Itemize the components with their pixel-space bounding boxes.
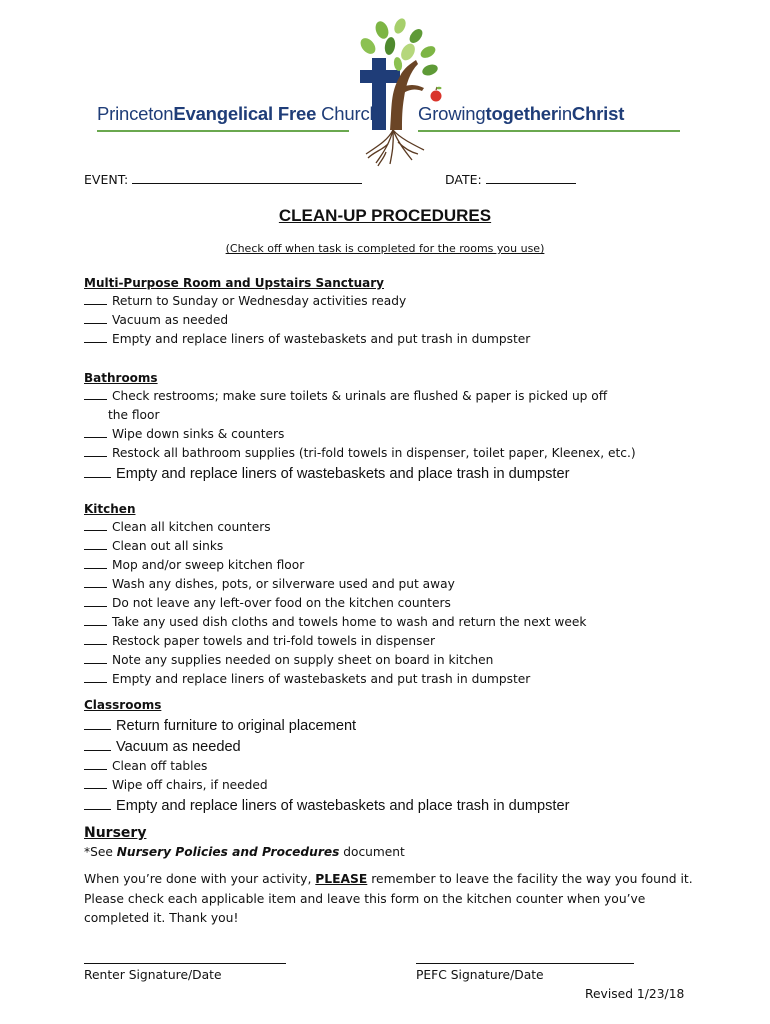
check-blank[interactable] xyxy=(84,575,107,588)
church-name-part: Church xyxy=(321,103,380,124)
check-blank[interactable] xyxy=(84,613,107,626)
section-heading-multipurpose: Multi-Purpose Room and Upstairs Sanctuary xyxy=(84,276,384,290)
section-heading-nursery: Nursery xyxy=(84,825,147,841)
section-heading-bathrooms: Bathrooms xyxy=(84,371,158,385)
check-blank[interactable] xyxy=(84,537,107,550)
check-blank[interactable] xyxy=(84,387,107,400)
checklist-bathrooms xyxy=(84,387,636,484)
check-blank[interactable] xyxy=(84,292,107,305)
tagline-part: Growing xyxy=(418,103,486,124)
checklist-item[interactable] xyxy=(84,518,586,537)
nursery-note xyxy=(84,845,405,859)
check-blank[interactable] xyxy=(84,670,107,683)
checklist-item-label: the floor xyxy=(108,408,160,422)
checklist-item-label: Empty and replace liners of wastebaskets and place trash in dumpster xyxy=(116,798,570,814)
revision-date: Revised 1/23/18 xyxy=(585,987,685,1001)
checklist-item-label: Vacuum as needed xyxy=(116,739,241,755)
checklist-item-label: Return furniture to original placement xyxy=(116,718,357,734)
checklist-item-label: Wash any dishes, pots, or silverware used and put away xyxy=(112,577,455,591)
tagline xyxy=(418,103,624,125)
checklist-item[interactable] xyxy=(84,330,530,349)
church-name xyxy=(97,103,380,125)
check-blank[interactable] xyxy=(84,330,107,343)
check-blank[interactable] xyxy=(84,594,107,607)
tagline-part: in xyxy=(557,103,572,124)
section-heading-classrooms: Classrooms xyxy=(84,698,162,712)
section-heading-kitchen: Kitchen xyxy=(84,502,136,516)
check-blank[interactable] xyxy=(84,556,107,569)
closing-paragraph xyxy=(84,870,704,929)
checklist-item-label: Empty and replace liners of wastebaskets and place trash in dumpster xyxy=(116,466,570,482)
tagline-bold: Christ xyxy=(571,103,625,124)
checklist-item[interactable] xyxy=(84,556,586,575)
date-input-line[interactable] xyxy=(486,171,576,184)
check-blank[interactable] xyxy=(84,736,111,751)
pefc-signature-label: PEFC Signature/Date xyxy=(416,968,544,982)
checklist-item[interactable] xyxy=(84,715,569,736)
checklist-item-label: Wipe down sinks & counters xyxy=(112,427,285,441)
checklist-item[interactable] xyxy=(84,757,569,776)
check-blank[interactable] xyxy=(84,651,107,664)
checklist-item[interactable] xyxy=(84,387,636,406)
check-blank[interactable] xyxy=(84,518,107,531)
checklist-item-label: Note any supplies needed on supply sheet on board in kitchen xyxy=(112,653,494,667)
closing-emphasis: PLEASE xyxy=(315,872,368,886)
checklist-item-label: Mop and/or sweep kitchen floor xyxy=(112,558,305,572)
checklist-item-label: Wipe off chairs, if needed xyxy=(112,778,268,792)
date-label: DATE: xyxy=(445,172,482,187)
checklist-item[interactable] xyxy=(84,736,569,757)
checklist-kitchen xyxy=(84,518,586,689)
checklist-item-label: Clean out all sinks xyxy=(112,539,224,553)
check-blank[interactable] xyxy=(84,757,107,770)
checklist-item-label: Clean off tables xyxy=(112,759,208,773)
checklist-item[interactable] xyxy=(84,425,636,444)
check-blank[interactable] xyxy=(84,632,107,645)
checklist-item-continuation xyxy=(84,406,636,425)
checklist-item-label: Return to Sunday or Wednesday activities ready xyxy=(112,294,407,308)
checklist-item[interactable] xyxy=(84,795,569,816)
checklist-item[interactable] xyxy=(84,463,636,484)
checklist-item[interactable] xyxy=(84,594,586,613)
event-input-line[interactable] xyxy=(132,171,362,184)
check-blank[interactable] xyxy=(84,425,107,438)
checklist-item[interactable] xyxy=(84,632,586,651)
nursery-note-prefix: *See xyxy=(84,845,117,859)
page-subtitle: (Check off when task is completed for the rooms you use) xyxy=(225,242,545,255)
checklist-item[interactable] xyxy=(84,537,586,556)
checklist-item-label: Clean all kitchen counters xyxy=(112,520,271,534)
checklist-item[interactable] xyxy=(84,311,530,330)
church-name-part: Princeton xyxy=(97,103,174,124)
header-rule-left xyxy=(97,130,349,132)
renter-signature-label: Renter Signature/Date xyxy=(84,968,222,982)
nursery-note-doc-title: Nursery Policies and Procedures xyxy=(116,845,340,859)
check-blank[interactable] xyxy=(84,444,107,457)
checklist-item-label: Check restrooms; make sure toilets & urinals are flushed & paper is picked up off xyxy=(112,389,608,403)
date-field[interactable] xyxy=(445,171,576,187)
checklist-item-label: Empty and replace liners of wastebaskets and put trash in dumpster xyxy=(112,332,531,346)
checklist-item[interactable] xyxy=(84,670,586,689)
checklist-item-label: Restock paper towels and tri-fold towels in dispenser xyxy=(112,634,435,648)
closing-text: When you’re done with your activity, xyxy=(84,872,316,886)
checklist-item[interactable] xyxy=(84,776,569,795)
nursery-note-suffix: document xyxy=(339,845,405,859)
checklist-multipurpose xyxy=(84,292,530,349)
checklist-item[interactable] xyxy=(84,575,586,594)
check-blank[interactable] xyxy=(84,311,107,324)
checklist-item[interactable] xyxy=(84,651,586,670)
checklist-item-label: Restock all bathroom supplies (tri-fold towels in dispenser, toilet paper, Kleenex, etc.) xyxy=(112,446,636,460)
check-blank[interactable] xyxy=(84,715,111,730)
checklist-item[interactable] xyxy=(84,444,636,463)
closing-text: remember to leave the facility the way you found it. Please check each applicable item and leave this form on the kitchen counter when you’ve completed it. Thank you! xyxy=(84,872,693,925)
checklist-item-label: Do not leave any left-over food on the kitchen counters xyxy=(112,596,451,610)
checklist-item-label: Empty and replace liners of wastebaskets and put trash in dumpster xyxy=(112,672,531,686)
checklist-classrooms xyxy=(84,715,569,816)
pefc-signature-line[interactable] xyxy=(416,963,634,964)
header-rule-right xyxy=(418,130,680,132)
checklist-item[interactable] xyxy=(84,613,586,632)
check-blank[interactable] xyxy=(84,776,107,789)
check-blank[interactable] xyxy=(84,463,111,478)
renter-signature-line[interactable] xyxy=(84,963,286,964)
tagline-bold: together xyxy=(485,103,558,124)
church-name-bold: Evangelical Free xyxy=(173,103,317,124)
checklist-item-label: Take any used dish cloths and towels home to wash and return the next week xyxy=(112,615,587,629)
event-label: EVENT: xyxy=(84,172,129,187)
checklist-item-label: Vacuum as needed xyxy=(112,313,229,327)
page-title: CLEAN-UP PROCEDURES xyxy=(278,206,492,225)
tree-cross-icon xyxy=(338,18,448,168)
check-blank[interactable] xyxy=(84,795,111,810)
checklist-item[interactable] xyxy=(84,292,530,311)
event-field[interactable] xyxy=(84,171,362,187)
church-logo xyxy=(338,18,448,168)
